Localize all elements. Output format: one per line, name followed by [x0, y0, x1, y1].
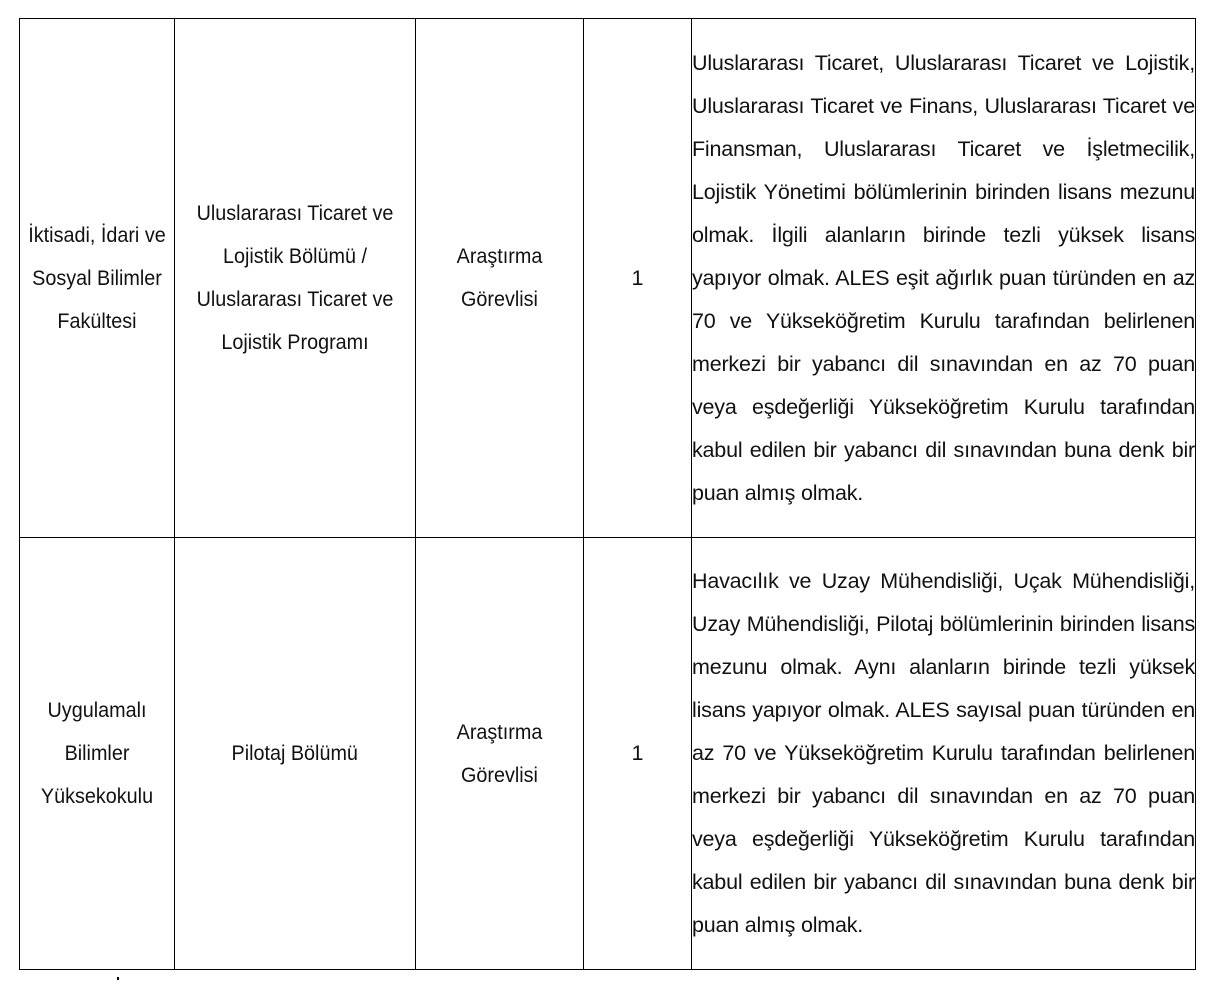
department-cell: [175, 19, 416, 538]
department-name: Pilotaj Bölümü: [231, 741, 359, 765]
position-count: 1: [631, 741, 644, 765]
requirements-cell: [692, 538, 1196, 970]
count-cell: [584, 19, 692, 538]
department-cell: [175, 538, 416, 970]
requirements-text: Havacılık ve Uzay Mühendisliği, Uçak Mühendisliği, Uzay Mühendisliği, Pilotaj bölümlerinin birinden lisans mezunu olmak. Aynı alanların birinde tezli yüksek lisans yapıyor olmak. ALES sayısal puan türünden en az 70 ve Yükseköğretim Kurulu tarafından belirlenen merkezi bir yabancı dil sınavından en az 70 puan veya eşdeğerliği Yükseköğretim Kurulu tarafından kabul edilen bir yabancı dil sınavından buna denk bir puan almış olmak.: [692, 569, 1195, 937]
count-cell: [584, 538, 692, 970]
table-row: [20, 19, 1196, 538]
faculty-name: İktisadi, İdari ve Sosyal Bilimler Fakültesi: [28, 222, 166, 333]
table-row: [20, 538, 1196, 970]
faculty-name: Uygulamalı Bilimler Yüksekokulu: [40, 698, 154, 808]
faculty-cell: [20, 538, 175, 970]
faculty-cell: [20, 19, 175, 538]
position-cell: [416, 19, 584, 538]
position-cell: [416, 538, 584, 970]
department-name: Uluslararası Ticaret ve Lojistik Bölümü / Uluslararası Ticaret ve Lojistik Programı: [196, 201, 394, 354]
position-listing-table: [19, 18, 1196, 970]
position-title: Araştırma Görevlisi: [456, 244, 543, 311]
position-title: Araştırma Görevlisi: [456, 719, 543, 787]
position-count: 1: [631, 265, 644, 290]
requirements-text: Uluslararası Ticaret, Uluslararası Ticaret ve Lojistik, Uluslararası Ticaret ve Finans, Uluslararası Ticaret ve Finansman, Uluslararası Ticaret ve İşletmecilik, Lojistik Yönetimi bölümlerinin birinden lisans mezunu olmak. İlgili alanların birinde tezli yüksek lisans yapıyor olmak. ALES eşit ağırlık puan türünden en az 70 ve Yükseköğretim Kurulu tarafından belirlenen merkezi bir yabancı dil sınavından en az 70 puan veya eşdeğerliği Yükseköğretim Kurulu tarafından kabul edilen bir yabancı dil sınavından buna denk bir puan almış olmak.: [692, 50, 1195, 505]
requirements-cell: [692, 19, 1196, 538]
page-fragment-mark: [117, 977, 119, 980]
